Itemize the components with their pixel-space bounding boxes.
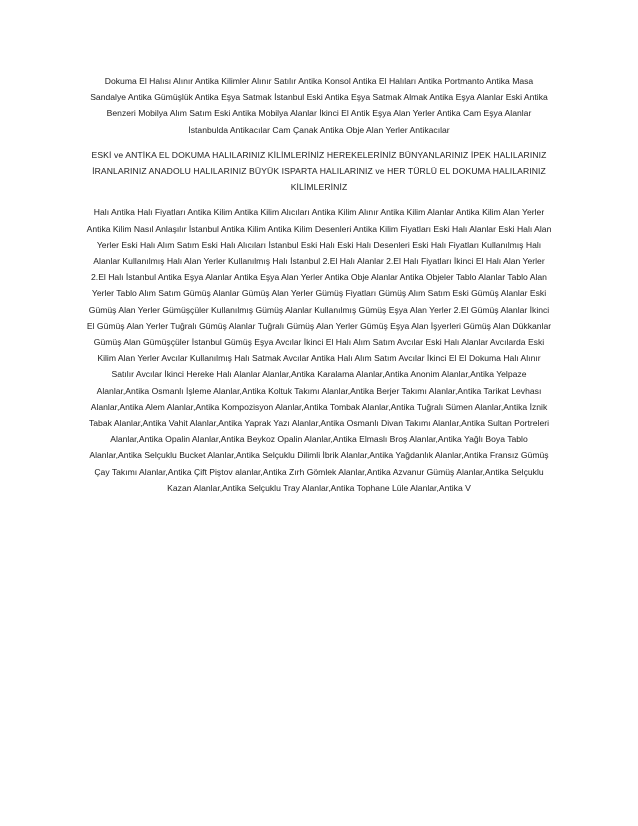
keyword-list-paragraph: Halı Antika Halı Fiyatları Antika Kilim Antika Kilim Alıcıları Antika Kilim Alınır Antika Kilim Alanlar Antika Kilim Alan Yerler Antika Kilim Nasıl Anlaşılır İstanbul Antika Kilim Antika Kilim Desenleri Antika Kilim Fiyatları Eski Halı Alanlar Eski Halı Alan Yerler Eski Halı Alım Satım Eski Halı Alıcıları İstanbul Eski Halı Eski Halı Desenleri Eski Halı Fiyatları Kullanılmış Halı Alanlar Kullanılmış Halı Alan Yerler Kullanılmış Halı İstanbul 2.El Halı Alanlar 2.El Halı Fiyatları İkinci El Halı Alan Yerler 2.El Halı İstanbul Antika Eşya Alanlar Antika Eşya Alan Yerler Antika Obje Alanlar Antika Objeler Tablo Alanlar Tablo Alan Yerler Tablo Alım Satım Gümüş Alanlar Gümüş Alan Yerler Gümüş Fiyatları Gümüş Alım Satım Eski Gümüş Alanlar Eski Gümüş Alan Yerler Gümüşçüler Kullanılmış Gümüş Alanlar Kullanılmış Gümüş Eşya Alan Yerler 2.El Gümüş Alanlar İkinci El Gümüş Alan Yerler Tuğralı Gümüş Alanlar Tuğralı Gümüş Alan Yerler Gümüş Eşya Alan İşyerleri Gümüş Alan Dükkanlar Gümüş Alan Gümüşçüler İstanbul Gümüş Eşya Avcılar İkinci El Halı Alım Satım Avcılar Eski Halı Alanlar Avcılarda Eski Kilim Alan Yerler Avcılar Kullanılmış Halı Satmak Avcılar Antika Halı Alım Satım Avcılar İkinci El El Dokuma Halı Alınır Satılır Avcılar İkinci Hereke Halı Alanlar Alanlar,Antika Karalama Alanlar,Antika Anonim Alanlar,Antika Yelpaze Alanlar,Antika Osmanlı İşleme Alanlar,Antika Koltuk Takımı Alanlar,Antika Berjer Takımı Alanlar,Antika Tarikat Levhası Alanlar,Antika Alem Alanlar,Antika Kompozisyon Alanlar,Antika Tombak Alanlar,Antika Tuğralı Sümen Alanlar,Antika İznik Tabak Alanlar,Antika Vahit Alanlar,Antika Yaprak Yazı Alanlar,Antika Osmanlı Divan Takımı Alanlar,Antika Sultan Portreleri Alanlar,Antika Opalin Alanlar,Antika Beykoz Opalin Alanlar,Antika Elmaslı Broş Alanlar,Antika Yağlı Boya Tablo Alanlar,Antika Selçuklu Bucket Alanlar,Antika Selçuklu Dilimli İbrik Alanlar,Antika Yağdanlık Alanlar,Antika Fransız Gümüş Çay Takımı Alanlar,Antika Çift Piştov alanlar,Antika Zırh Gömlek Alanlar,Antika Azvanur Gümüş Alanlar,Antika Selçuklu Kazan Alanlar,Antika Selçuklu Tray Alanlar,Antika Tophane Lüle Alanlar,Antika V [86, 207, 552, 493]
document-page [86, 73, 552, 505]
intro-paragraph: Dokuma El Halısı Alınır Antika Kilimler Alınır Satılır Antika Konsol Antika El Halıları Antika Portmanto Antika Masa Sandalye Antika Gümüşlük Antika Eşya Satmak İstanbul Eski Antika Eşya Satmak Almak Antika Eşya Alanlar Eski Antika Benzeri Mobilya Alım Satım Eski Antika Mobilya Alanlar İkinci El Antik Eşya Alan Yerler Antika Cam Eşya Alanlar İstanbulda Antikacılar Cam Çanak Antika Obje Alan Yerler Antikacılar [90, 76, 548, 135]
uppercase-heading-paragraph: ESKİ ve ANTİKA EL DOKUMA HALILARINIZ KİLİMLERİNİZ HEREKELERİNİZ BÜNYANLARINIZ İPEK HALILARINIZ İRANLARINIZ ANADOLU HALILARINIZ BÜYÜK ISPARTA HALILARINIZ ve HER TÜRLÜ EL DOKUMA HALILARINIZ KİLİMLERİNİZ [91, 149, 547, 193]
